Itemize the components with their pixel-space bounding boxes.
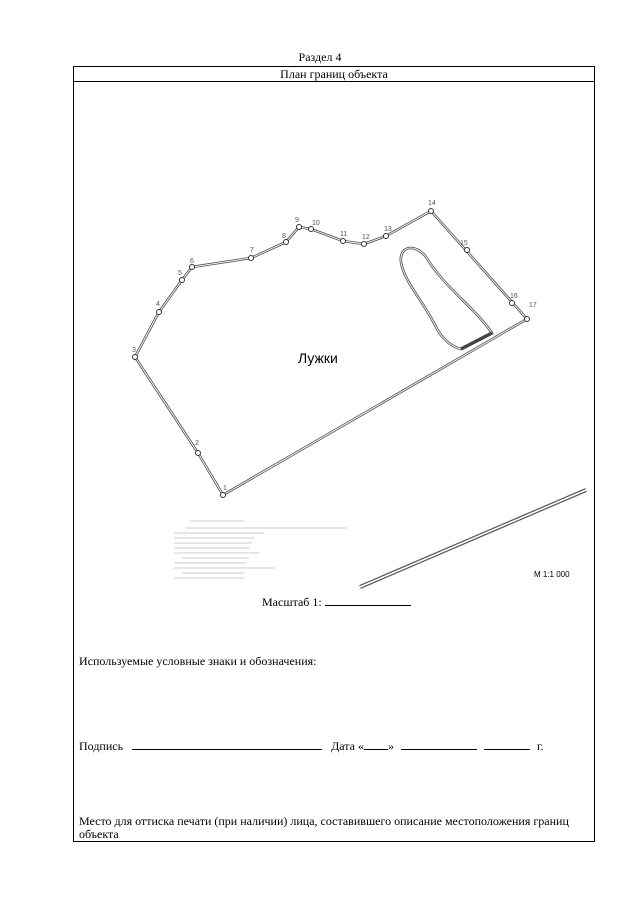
date-day-blank[interactable] — [364, 738, 388, 750]
map-legend-block — [174, 521, 346, 578]
point-marker — [525, 317, 530, 322]
point-label: 13 — [384, 226, 392, 233]
point-label: 11 — [340, 231, 348, 238]
point-marker — [133, 355, 138, 360]
point-marker — [384, 234, 389, 239]
point-label: 8 — [282, 233, 286, 240]
year-suffix: г. — [537, 739, 544, 753]
date-label: Дата « — [331, 739, 364, 753]
point-label: 16 — [510, 293, 518, 300]
legend-label: Используемые условные знаки и обозначения: — [79, 654, 317, 668]
point-marker — [157, 310, 162, 315]
point-marker — [465, 248, 470, 253]
section-title: Раздел 4 — [298, 50, 342, 64]
point-label: 14 — [428, 200, 436, 207]
parcel-name: Лужки — [298, 350, 338, 366]
point-label: 4 — [156, 301, 160, 308]
point-labels — [132, 200, 537, 492]
point-marker — [180, 278, 185, 283]
point-label: 15 — [460, 240, 468, 247]
boundary-map — [74, 82, 594, 592]
point-marker — [221, 493, 226, 498]
date-year-blank[interactable] — [484, 738, 530, 750]
point-marker — [249, 256, 254, 261]
point-label: 2 — [195, 440, 199, 447]
signature-label: Подпись — [79, 739, 124, 753]
signature-blank[interactable] — [132, 738, 322, 750]
point-label: 12 — [362, 234, 370, 241]
point-label: 3 — [132, 347, 136, 354]
signature-row — [79, 738, 544, 754]
scale-blank[interactable] — [325, 594, 411, 606]
point-label: 5 — [178, 270, 182, 277]
point-label: 9 — [295, 217, 299, 224]
point-marker — [362, 242, 367, 247]
point-marker — [429, 209, 434, 214]
point-label: 1 — [223, 485, 227, 492]
point-label: 7 — [250, 247, 254, 254]
plan-title: План границ объекта — [74, 67, 594, 82]
stamp-area-text: Место для оттиска печати (при наличии) лица, составившего описание местоположения границ объекта — [79, 814, 569, 841]
point-marker — [196, 451, 201, 456]
map-scale-note: М 1:1 000 — [534, 570, 570, 579]
point-marker — [309, 227, 314, 232]
date-month-blank[interactable] — [401, 738, 477, 750]
point-label: 17 — [529, 302, 537, 309]
plan-frame — [73, 66, 595, 842]
point-marker — [284, 240, 289, 245]
point-marker — [297, 225, 302, 230]
scale-label: Масштаб 1: — [262, 595, 322, 609]
scale-field — [262, 594, 411, 610]
date-quote-close: » — [388, 739, 394, 753]
point-label: 10 — [312, 220, 320, 227]
point-marker — [341, 239, 346, 244]
point-label: 6 — [190, 258, 194, 265]
point-marker — [190, 265, 195, 270]
point-marker — [510, 301, 515, 306]
